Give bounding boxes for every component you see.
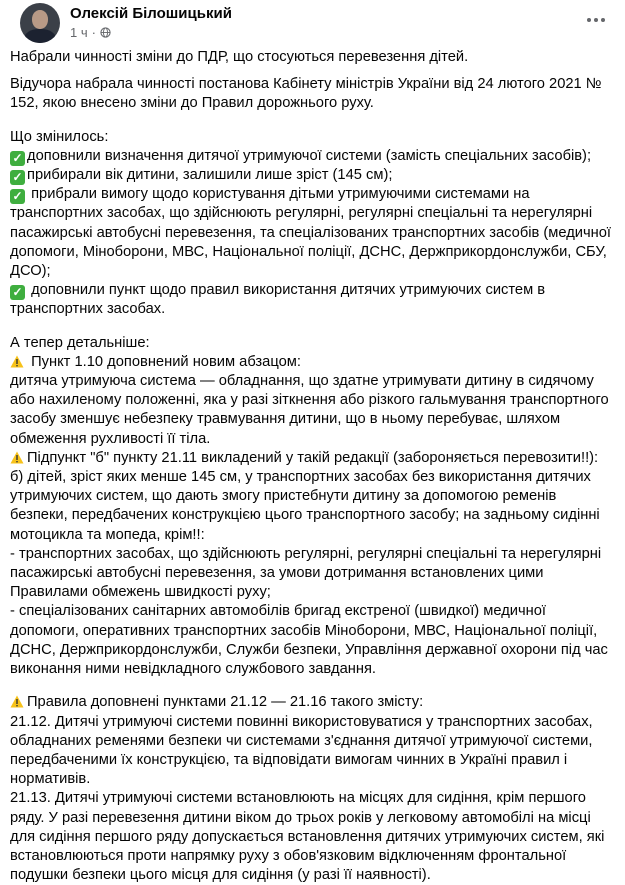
warning-icon [10, 451, 24, 464]
rule-2113: 21.13. Дитячі утримуючі системи встановлюють на місцях для сидіння, крім першого ряду. У разі перевезення дитини віком до трьох років у легковому автомобілі на місці для сидіння першого ряду допускається встановлення дитячих утримуючих систем, які встановлюються проти напрямку руху з обов'язковим відключенням фронтальної подушки безпеки цього місця для сидіння (у разі її наявності). [10, 790, 605, 884]
warning-icon [10, 355, 24, 368]
change-item: ✓ прибирали вік дитини, залишили лише зріст (145 см); [10, 166, 611, 185]
point-2111-item: - спеціалізованих санітарних автомобілів бригад екстреної (швидкої) медичної допомоги, оперативних транспортних засобів Міноборони, МВС, Національної поліції, ДСНС, Держприкордонслужби, Служби безпеки, Управління державної охорони під час виконання ними невідкладного службового завдання. [10, 603, 608, 678]
post-intro: Відучора набрала чинності постанова Кабінету міністрів України від 24 лютого 2021 № 152, якою внесено зміни до Правил дорожнього руху. [10, 76, 602, 112]
check-icon: ✓ [10, 285, 25, 300]
point-2111-title: Підпункт "б" пункту 21.11 викладений у такій редакції (забороняється перевозити!!): [10, 449, 611, 468]
check-icon: ✓ [10, 170, 25, 185]
change-item: ✓ доповнили визначення дитячої утримуючої системи (замість спеціальних засобів); [10, 147, 611, 166]
changes-heading: Що змінилось: [10, 128, 109, 145]
rule-2112: 21.12. Дитячі утримуючі системи повинні використовуватися у транспортних засобах, обладнаних ременями безпеки чи системами з'єднання дитячої утримуючої системи, передбаченими їх конструкцією, та відповідати вимогам чинних в Україні правил і нормативів. [10, 713, 593, 788]
post-meta: 1 ч · [70, 25, 111, 40]
more-options-icon[interactable] [585, 12, 607, 28]
post-content [10, 48, 611, 885]
change-item: ✓ прибрали вимогу щодо користування дітьми утримуючими системами на транспортних засобах, що здійснюють регулярні, регулярні спеціальні та нерегулярні пасажирські автобусні перевезення, та спеціалізованих транспортних засобів (медичної допомоги, Міноборони, МВС, Національної поліції, ДСНС, Держприкордонслужби, СБУ, ДСО); [10, 186, 612, 280]
point-110-text: дитяча утримуюча система — обладнання, що здатне утримувати дитину в сидячому або нахиленому положенні, яка у разі зіткнення або різкого гальмування транспортного засобу зменшує небезпеку травмування дитини, що в ньому перебуває, шляхом обмеження рухливості її тіла. [10, 373, 609, 447]
warning-icon [10, 695, 24, 708]
post-time[interactable]: 1 ч [70, 25, 88, 40]
check-icon: ✓ [10, 151, 25, 166]
rules-title: Правила доповнені пунктами 21.12 — 21.16 такого змісту: [10, 693, 611, 712]
post-header [10, 0, 611, 48]
point-2111-text: б) дітей, зріст яких менше 145 см, у транспортних засобах без використання дитячих утримуючих систем, що дають змогу пристебнути дитину за допомогою ременів безпеки, передбачених конструкцією цього транспортного засобу; на задньому сидінні мотоцикла та мопеда, крім!!: [10, 469, 600, 543]
post-title: Набрали чинності зміни до ПДР, що стосуються перевезення дітей. [10, 49, 469, 65]
avatar[interactable] [20, 3, 60, 43]
globe-icon [100, 27, 111, 38]
check-icon: ✓ [10, 189, 25, 204]
details-heading: А тепер детальніше: [10, 334, 150, 351]
point-110-title: Пункт 1.10 доповнений новим абзацом: [10, 353, 611, 372]
change-item: ✓ доповнили пункт щодо правил використання дитячих утримуючих систем в транспортних засобах. [10, 282, 546, 318]
point-2111-item: - транспортних засобах, що здійснюють регулярні, регулярні спеціальні та нерегулярні пасажирські автобусні перевезення, за умови дотримання встановлених цими Правилами обмежень швидкості руху; [10, 545, 602, 601]
author-name[interactable]: Олексій Білошицький [70, 5, 232, 22]
